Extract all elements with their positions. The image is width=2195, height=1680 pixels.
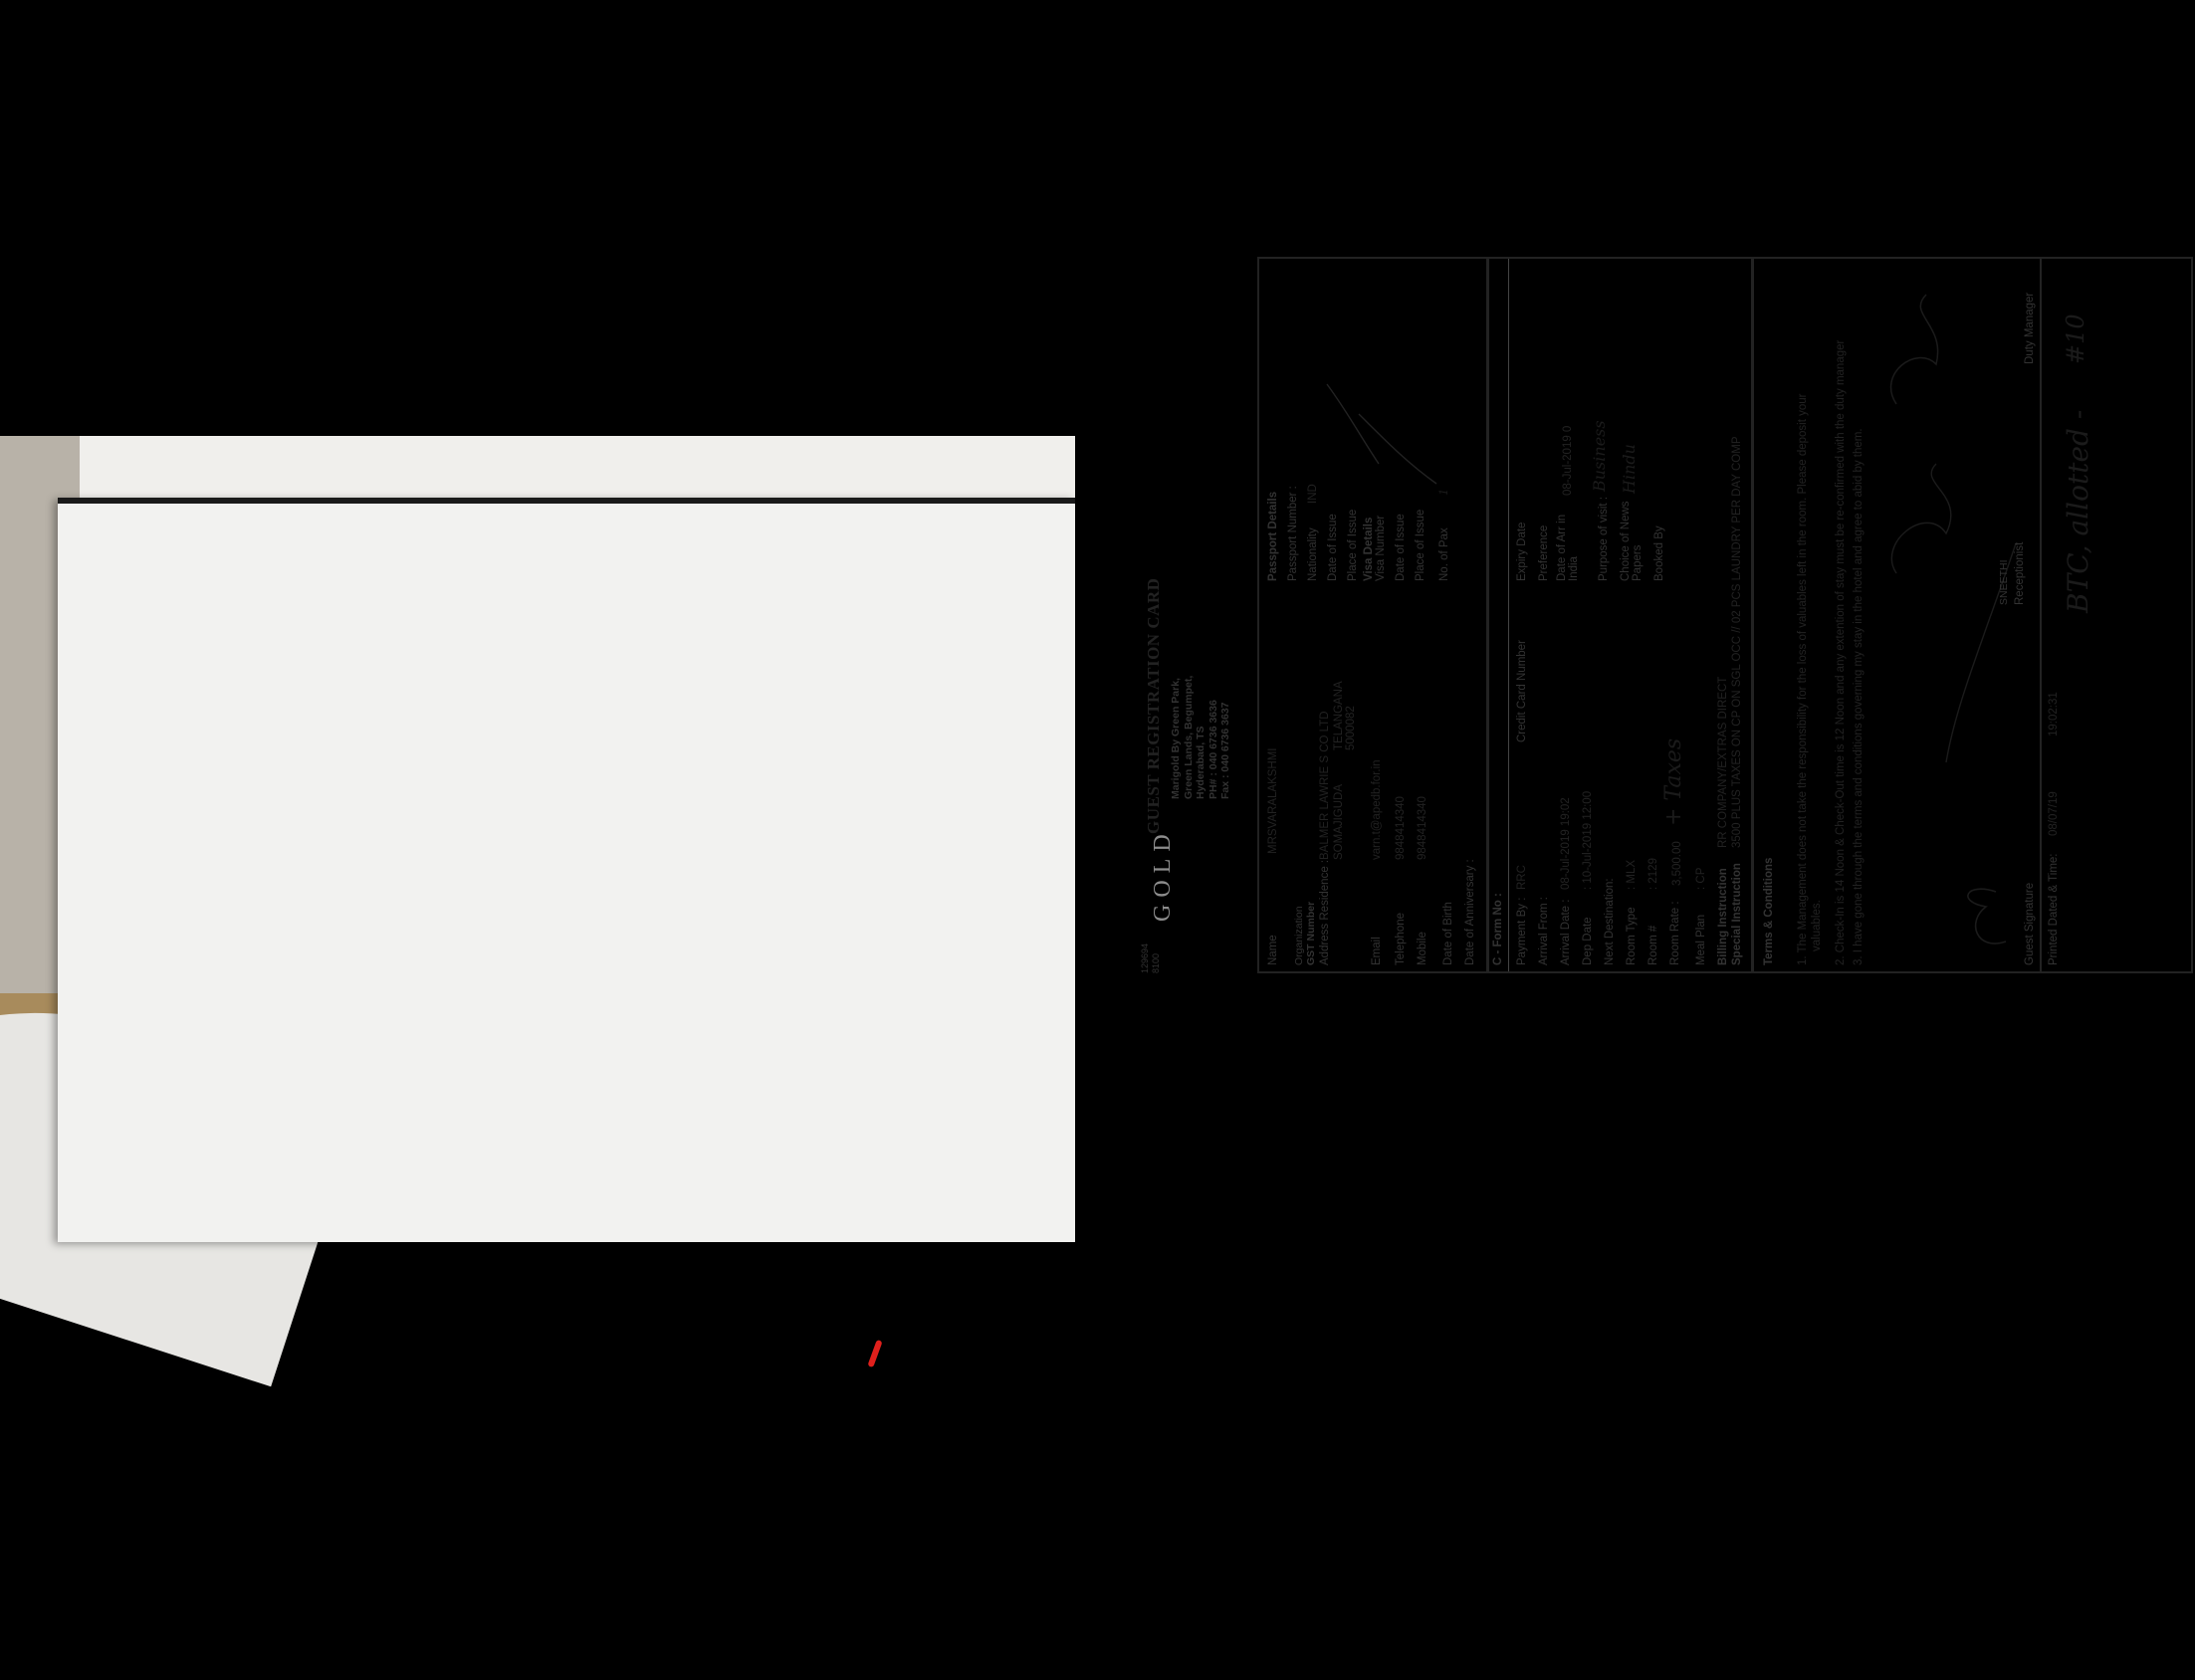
receptionist-label: Receptionist xyxy=(2014,541,2026,605)
dep-date-label: Dep Date xyxy=(1582,917,1594,965)
passport-number-label: Passport Number : xyxy=(1287,486,1299,581)
printed-date-time-label: Printed Dated & Time: xyxy=(2048,853,2060,965)
no-of-pax-value: 1 xyxy=(1436,488,1450,496)
address-pin: 5000082 xyxy=(1345,706,1357,750)
address-label: Address Residence : xyxy=(1319,859,1331,965)
passport-place-of-issue-label: Place of Issue xyxy=(1347,509,1359,581)
room-rate-label: Room Rate : xyxy=(1669,901,1681,965)
date-of-anniversary-label: Date of Anniversary : xyxy=(1464,859,1476,965)
arrival-date-label: Arrival Date : xyxy=(1560,899,1572,965)
gst-number-label: GST Number xyxy=(1305,901,1317,965)
passport-details-heading: Passport Details xyxy=(1267,491,1279,581)
duty-manager-label: Duty Manager xyxy=(2024,292,2036,364)
hotel-address-line-2: Hyderabad, TS xyxy=(1195,726,1207,799)
c-form-heading: C - Form No : xyxy=(1492,893,1504,965)
guest-registration-card xyxy=(1140,257,2195,973)
telephone-label: Telephone xyxy=(1395,912,1407,965)
date-of-arrival-india-label: Date of Arr in xyxy=(1556,514,1568,581)
preference-label: Preference xyxy=(1538,525,1550,581)
stamp-line-2: 8100 xyxy=(1151,952,1161,973)
terms-item-1: 1. The Management does not take the responsibility for the loss of valuables left in the room. Please deposit your xyxy=(1797,393,1809,965)
visa-details-heading: Visa Details xyxy=(1363,517,1375,581)
address-state: TELANGANA xyxy=(1333,681,1345,750)
hotel-phone: PH# : 040 6736 3636 xyxy=(1207,700,1219,799)
nationality-label: Nationality xyxy=(1307,527,1319,581)
guest-signature-label: Guest Signature xyxy=(2024,882,2036,965)
hotel-fax: Fax : 040 6736 3637 xyxy=(1219,702,1231,799)
news-paper-label: Choice of News xyxy=(1620,501,1632,581)
dep-date-value: : 10-Jul-2019 12:00 xyxy=(1582,790,1594,890)
special-instruction-label: Special Instruction xyxy=(1731,863,1743,965)
hotel-address-block xyxy=(1170,600,1232,799)
room-type-label: Room Type xyxy=(1626,907,1638,965)
telephone-value: 9848414340 xyxy=(1395,796,1407,860)
printed-time-value: 19:02:31 xyxy=(2048,692,2060,736)
hotel-address-line-1: Green Lands, Begumpet, xyxy=(1182,675,1195,799)
room-number-value: : 2129 xyxy=(1647,858,1659,890)
signature-scribbles xyxy=(1857,265,2036,961)
date-of-arrival-india-value: 08-Jul-2019 0 xyxy=(1562,425,1574,496)
expiry-date-label: Expiry Date xyxy=(1516,522,1528,581)
printed-date-value: 08/07/19 xyxy=(2048,791,2060,836)
mobile-label: Mobile xyxy=(1417,932,1428,965)
section-divider-2 xyxy=(1751,259,1754,971)
next-destination-label: Next Destination: xyxy=(1604,878,1616,965)
room-type-value: : MLX xyxy=(1626,859,1638,890)
email-label: Email xyxy=(1371,937,1383,965)
meal-plan-label: Meal Plan xyxy=(1695,914,1707,965)
passport-strike-mark xyxy=(1319,364,1448,504)
section-divider-1 xyxy=(1486,259,1489,971)
payment-by-label: Payment By : xyxy=(1516,897,1528,965)
purpose-of-visit-label: Purpose of visit : xyxy=(1598,496,1610,581)
room-number-label: Room # xyxy=(1647,925,1659,965)
registration-card-sheet xyxy=(58,498,1075,1242)
sheet-edge xyxy=(58,498,1075,504)
no-of-pax-label: No. of Pax xyxy=(1438,527,1450,581)
terms-item-1-continued: valuables. xyxy=(1811,900,1823,951)
address-line-1: BALMER LAWRIE S CO LTD xyxy=(1319,711,1331,860)
guest-name-label: Name xyxy=(1267,935,1279,965)
nationality-value: IND xyxy=(1307,484,1319,504)
special-instruction-value: 3500 PLUS TAXES ON CP ON SGL OCC // 02 PCS LAUNDRY PER DAY COMP xyxy=(1731,436,1743,848)
terms-heading: Terms & Conditions xyxy=(1763,857,1775,965)
mobile-value: 9848414340 xyxy=(1417,796,1428,860)
visa-place-of-issue-label: Place of Issue xyxy=(1415,509,1427,581)
billing-instruction-value: RR COMPANY/EXTRAS DIRECT xyxy=(1717,676,1729,848)
section-divider-3 xyxy=(2040,259,2042,971)
room-rate-value: 3,500.00 xyxy=(1671,841,1683,886)
arrival-date-value: 08-Jul-2019 19:02 xyxy=(1560,797,1572,890)
room-rate-handwritten: + Taxes xyxy=(1661,737,1686,826)
guest-name-value: MRSVARALAKSHMI xyxy=(1267,747,1279,854)
terms-item-2: 2. Check-In is 14 Noon & Check-Out time is 12 Noon and any extention of stay must be re-confirmed with the duty manager xyxy=(1835,339,1847,965)
receptionist-name: SNEETHI xyxy=(1998,559,2010,605)
stamp-line-1: 129694 xyxy=(1140,943,1150,973)
red-annotation-mark xyxy=(867,1340,882,1367)
arrival-from-label: Arrival From : xyxy=(1538,897,1550,965)
payment-by-value: RRC xyxy=(1516,865,1528,890)
credit-card-number-label: Credit Card Number xyxy=(1516,640,1528,742)
visa-number-label: Visa Number xyxy=(1375,515,1387,581)
registration-form-box xyxy=(1257,257,2193,973)
handwritten-btc-note: BTC, allotted - xyxy=(2062,409,2094,613)
passport-date-of-issue-label: Date of Issue xyxy=(1327,514,1339,581)
document-photo xyxy=(0,292,2094,1242)
card-title: GUEST REGISTRATION CARD xyxy=(1144,577,1163,834)
organization-label: Organization xyxy=(1293,906,1305,965)
hotel-name: Marigold By Green Park, xyxy=(1170,678,1182,799)
news-paper-handwritten: Hindu xyxy=(1620,444,1639,494)
c-form-underline xyxy=(1508,259,1509,971)
news-paper-label-2: Papers xyxy=(1632,544,1644,581)
email-value: varn.t@apedb.for.in xyxy=(1371,759,1383,860)
address-line-2: SOMAJIGUDA xyxy=(1333,783,1345,860)
meal-plan-value: : CP xyxy=(1695,867,1707,890)
visa-date-of-issue-label: Date of Issue xyxy=(1395,514,1407,581)
terms-item-3: 3. I have gone through the terms and conditions governing my stay in the hotel and agree to abid by them. xyxy=(1853,428,1865,965)
date-of-birth-label: Date of Birth xyxy=(1442,902,1454,965)
handwritten-room-note: #10 xyxy=(2062,314,2089,364)
purpose-of-visit-handwritten: Business xyxy=(1590,420,1609,492)
booked-by-label: Booked By xyxy=(1653,525,1665,581)
hotel-logo: GOLD xyxy=(1150,827,1176,922)
billing-instruction-label: Billing Instruction xyxy=(1717,868,1729,965)
date-of-arrival-india-label-2: India xyxy=(1568,556,1580,581)
